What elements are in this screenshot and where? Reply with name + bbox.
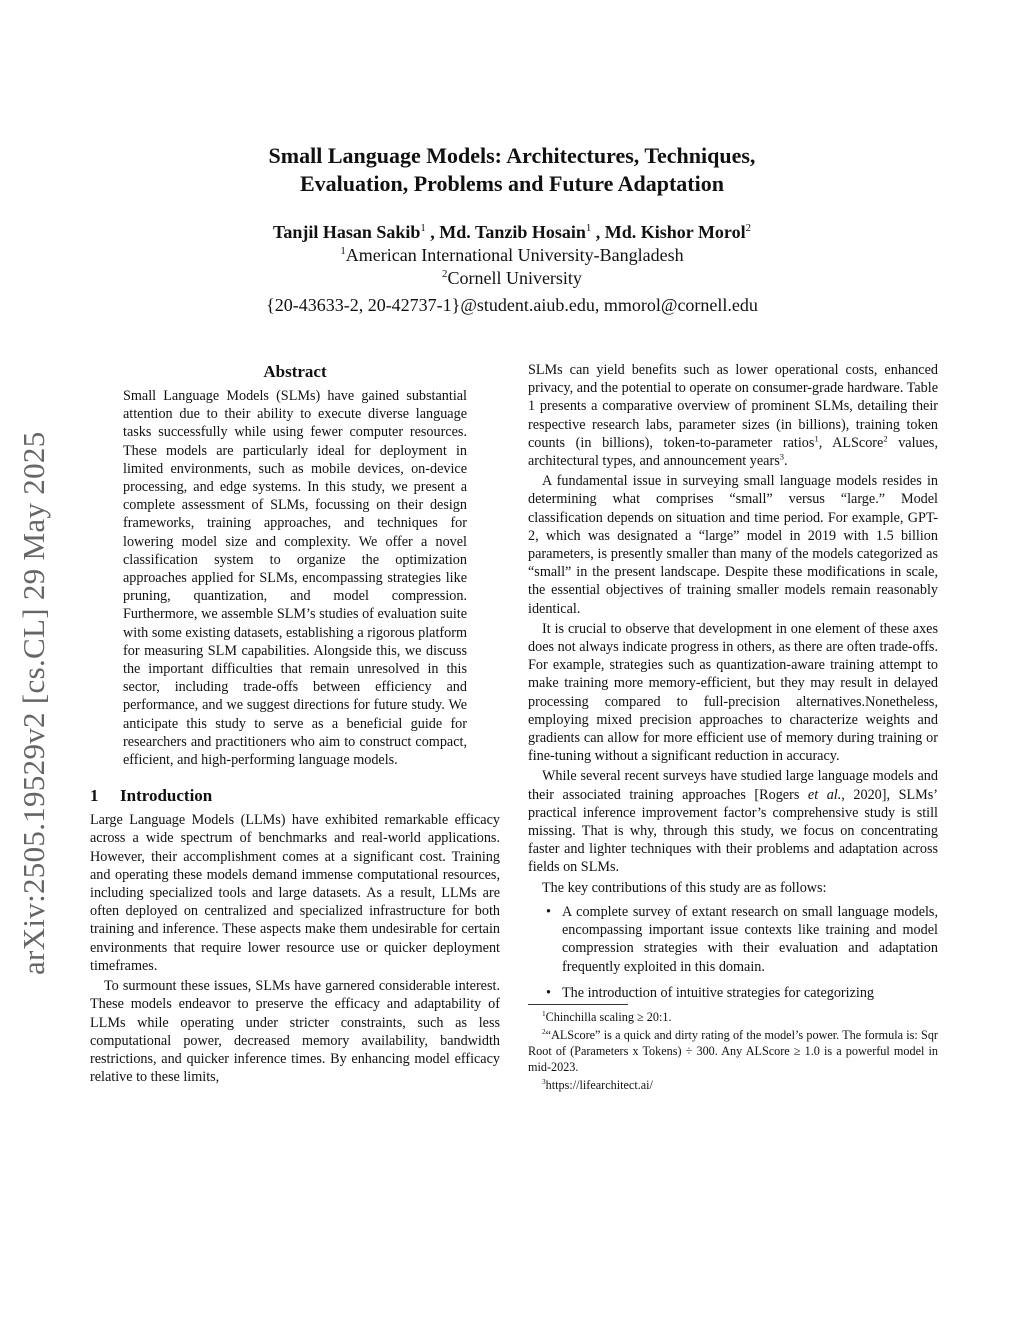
- author-1: Tanjil Hasan Sakib: [272, 222, 421, 242]
- right-p1-text-3: values, architectural types, and announcement years: [528, 434, 938, 470]
- abstract-body: Small Language Models (SLMs) have gained substantial attention due to their ability to execute diverse language tasks successfully while using fewer computer resources. These models are particularly ideal for deployment in limited environments, such as mobile devices, on-device processing, and edge systems. In this study, we present a complete assessment of SLMs, focussing on their design frameworks, training approaches, and techniques for lowering model size and complexity. We offer a novel classification system to organize the optimization approaches applied for SLMs, encompassing strategies like pruning, quantization, and model compression. Furthermore, we assemble SLM’s studies of evaluation suite with some existing datasets, establishing a rigorous platform for measuring SLM capabilities. Alongside this, we discuss the important difficulties that remain unresolved in this sector, including trade-offs between efficiency and performance, and we suggest directions for future study. We anticipate this study to serve as a beneficial guide for researchers and practitioners who aim to construct compact, efficient, and high-performing language models.: [123, 388, 467, 769]
- footnote-1: [528, 1009, 938, 1025]
- list-item: [528, 984, 938, 1002]
- author-separator: ,: [425, 222, 440, 242]
- footnote-2-text: “ALScore” is a quick and dirty rating of the model’s power. The formula is: Sqr Root of (Parameters x Tokens) ÷ 300. Any ALScore ≥ 1.0 is a powerful model in mid-2023.: [528, 1027, 938, 1074]
- right-paragraph-1: [528, 361, 938, 470]
- footnote-divider: [528, 1004, 628, 1005]
- author-3-affil-mark: 2: [745, 222, 752, 234]
- intro-section-number: 1: [90, 786, 99, 806]
- intro-paragraph-1: Large Language Models (LLMs) have exhibited remarkable efficacy across a wide spectrum of benchmarks and real-world applications. However, their accomplishment comes at a significant cost. Training and operating these models demand immense computational resources, including specialized tools and large datasets. As a result, LLMs are often deployed on centralized and specialized infrastructure for both training and inference. These aspects make them undesirable for certain environments that require lower resource use or quicker deployment timeframes.: [90, 812, 500, 974]
- affiliation-2-name: Cornell University: [447, 268, 582, 288]
- footnote-ref-2: 2: [883, 433, 888, 444]
- list-item: [528, 903, 938, 976]
- list-item-text: A complete survey of extant research on small language models, encompassing important issue contexts like training and model compression strategies with their evaluation and adaptation frequently exploited in this domain.: [562, 903, 938, 975]
- affiliation-1-name: American International University-Bangladesh: [345, 245, 684, 265]
- citation-etal: et al.: [807, 786, 842, 803]
- affiliation-1: [0, 244, 1024, 267]
- footnote-2: [528, 1027, 938, 1075]
- footnote-ref-1: 1: [814, 433, 819, 444]
- footnote-ref-3: 3: [779, 451, 784, 462]
- footnote-3: [528, 1077, 938, 1093]
- right-p4-text: While several recent surveys have studied large language models and their associated training approaches [Rogers: [528, 768, 938, 803]
- author-2: Md. Tanzib Hosain: [439, 222, 586, 242]
- author-emails: {20-43633-2, 20-42737-1}@student.aiub.edu, mmorol@cornell.edu: [266, 295, 758, 315]
- footnote-3-text: https://lifearchitect.ai/: [545, 1077, 653, 1092]
- right-p1-text-4: .: [783, 453, 788, 470]
- affiliation-2-mark: 2: [442, 268, 448, 280]
- intro-section-title: Introduction: [120, 786, 213, 806]
- author-1-affil-mark: 1: [420, 222, 426, 234]
- author-2-affil-mark: 1: [585, 222, 592, 234]
- contributions-intro: The key contributions of this study are as follows:: [542, 879, 827, 896]
- left-column: [90, 361, 500, 1086]
- bullet-icon: •: [546, 903, 551, 920]
- footnotes: [528, 1009, 938, 1093]
- affiliation-1-mark: 1: [340, 245, 346, 257]
- bullet-icon: •: [546, 984, 551, 1001]
- right-p1-text: SLMs can yield benefits such as lower operational costs, enhanced privacy, and the potential to operate on consumer-grade hardware. Table 1 presents a comparative overview of prominent SLMs, detailing their respective research labs, parameter sizes (in billions), training token counts (in billions), token-to-parameter ratios: [528, 362, 938, 451]
- right-paragraph-2: A fundamental issue in surveying small language models resides in determining what comprises “small” versus “large.” Model classification depends on situation and time period. For example, GPT-2, which was designated a “large” model in 2019 with 1.5 billion parameters, is presently smaller than many of the models categorized as “small” in the present landscape. Despite these modifications in scale, the essential objectives of training smaller models remain reasonably identical.: [528, 473, 938, 617]
- footnote-1-text: Chinchilla scaling ≥ 20:1.: [545, 1009, 672, 1024]
- author-separator: ,: [591, 222, 605, 242]
- right-p4-text-2: , 2020], SLMs’ practical inference improvement factor’s comprehensive study is still missing. That is why, through this study, we focus on concentrating faster and lighter techniques with their problems and adaptation across fields on SLMs.: [528, 786, 938, 876]
- abstract-heading: Abstract: [263, 362, 327, 381]
- footnote-1-mark: 1: [542, 1008, 546, 1018]
- author-list: [0, 220, 1024, 244]
- footnote-2-mark: 2: [542, 1026, 546, 1036]
- arxiv-identifier: arXiv:2505.19529v2 [cs.CL] 29 May 2025: [16, 431, 51, 975]
- author-3: Md. Kishor Morol: [604, 222, 746, 242]
- title-line-2: Evaluation, Problems and Future Adaptation: [300, 171, 724, 196]
- affiliation-2: [0, 267, 1024, 290]
- right-column: [528, 361, 938, 1093]
- paper-title: [0, 142, 1024, 198]
- intro-paragraph-2: To surmount these issues, SLMs have garnered considerable interest. These models endeavor to preserve the efficacy and adaptability of LLMs while operating under stricter constraints, such as less computational power, decreased memory availability, bandwidth restrictions, and quicker inference times. By enhancing model efficacy relative to these limits,: [90, 978, 500, 1086]
- contributions-list: [528, 903, 938, 1002]
- list-item-text: The introduction of intuitive strategies for categorizing: [562, 984, 875, 1001]
- right-paragraph-4: [528, 767, 938, 876]
- paper-header: [0, 142, 1024, 317]
- right-p1-text-2: , ALScore: [818, 434, 884, 451]
- footnote-3-mark: 3: [542, 1076, 546, 1086]
- intro-heading: [90, 785, 500, 807]
- title-line-1: Small Language Models: Architectures, Techniques,: [268, 143, 756, 168]
- right-paragraph-3: It is crucial to observe that development in one element of these axes does not always indicate progress in others, as there are often trade-offs. For example, strategies such as quantization-aware training attempt to make training more memory-efficient, but they may result in delayed processing compared to full-precision alternatives.Nonetheless, employing mixed precision approaches to characterize weights and gradients can allow for more efficient use of memory during training or fine-tuning without a significant reduction in accuracy.: [528, 620, 938, 765]
